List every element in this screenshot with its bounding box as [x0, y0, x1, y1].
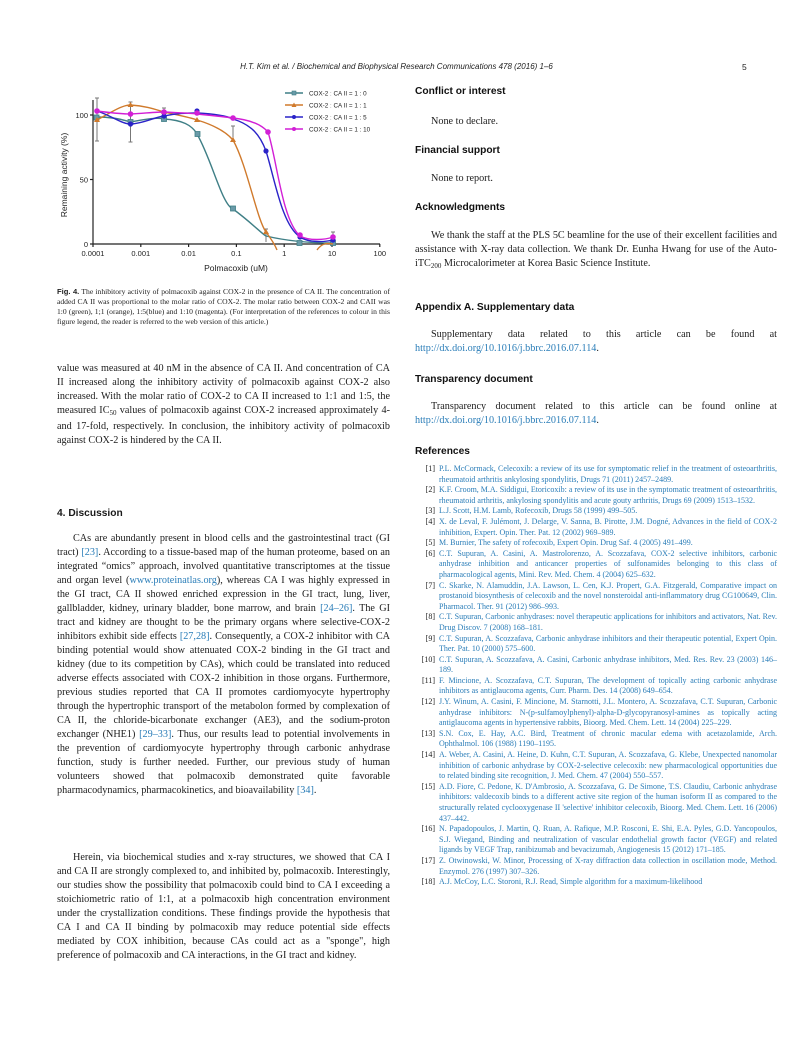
- reference-item[interactable]: [16] N. Papadopoulos, J. Martin, Q. Ruan, A. Rafique, M.P. Rosconi, E. Shi, E.A. Pyles, G.D. Yancopoulos, S.J. Wiegand, Binding and neutralization of vascular endothelial growth factor (VEGF) and related ligands by VEGF Trap, ranibizumab and bevacizumab, Angiogenesis 15 (2012) 171–185.: [421, 824, 777, 855]
- transparency-document-link[interactable]: http://dx.doi.org/10.1016/j.bbrc.2016.07.114: [415, 415, 597, 426]
- reference-item[interactable]: [2] K.F. Croom, M.A. Siddigui, Etoricoxib: a review of its use in the symptomatic treatment of osteoarthritis, rheumatoid arthritis, ankylosing spondylitis and acute gouty arthritis, Drugs 69 (2009) 1513–1532.: [425, 485, 777, 505]
- legend-item-1-0: COX-2 ː CA II = 1 : 0: [309, 90, 367, 98]
- y-axis-label: Remaining activity (%): [59, 132, 69, 218]
- x-axis: [93, 244, 380, 247]
- reference-item[interactable]: [13] S.N. Cox, E. Hay, A.C. Bird, Treatment of chronic macular edema with acetazolamide, Arch. Ophthalmol. 106 (1988) 1190–1195.: [421, 728, 777, 749]
- references-list: [415, 464, 777, 888]
- left-column: [57, 80, 391, 961]
- conflict-text: None to declare.: [431, 116, 499, 127]
- reference-item[interactable]: [15] A.D. Fiore, C. Pedone, K. D'Ambrosio, A. Scozzafava, G. De Simone, T.S. Claudiu, Carbonic anhydrase inhibitors: valdecoxib binds to a different active site region of the human isoform II as compared to the structurally related cyclooxygenase II 'selective' inhibitor celecoxib, Bioorg. Med. Chem. Lett. 16 (2006) 437–442.: [421, 781, 777, 823]
- x-tick-6: 100: [373, 249, 387, 258]
- citation-34[interactable]: [34]: [296, 785, 314, 796]
- appendix-heading: Appendix A. Supplementary data: [415, 302, 575, 313]
- legend-item-1-5: COX-2 ː CA II = 1 : 5: [309, 114, 367, 122]
- dose-response-chart: [57, 80, 390, 280]
- reference-item[interactable]: [7] C. Skarke, N. Alamuddin, J.A. Lawson, L. Cen, K.J. Propert, G.A. Fitzgerald, Comparative impact on prostanoid biosynthesis of celecoxib and the novel nonsteroidal anti-inflammatory drug CG100649, Clin. Pharmacol. Ther. 91 (2012) 986–993.: [425, 580, 777, 611]
- caption-text: The inhibitory activity of polmacoxib against COX-2 in the presence of CA II. The concentration of added CA II was proportional to the molar ratio of COX-2. The molar ratio between COX-2 and CAII was 1:0 (green), 1;1 (orange), 1:5(blue) and 1:10 (magenta). (For interpretation of the references to colour in this figure legend, the reader is referred to the web version of this article.): [57, 287, 390, 327]
- citation-27-28[interactable]: [27,28]: [179, 631, 210, 642]
- results-paragraph-continued: value was measured at 40 nM in the absence of CA II. And concentration of CA II increased along the inhibitory activity of polmacoxib against COX-2 also increased. With the molar ratio of COX-2 to CA II increased to 1:1 and 1:5, the measured $IC_{50}$ values of polmacoxib against COX-2 increased approximately 4- and 17-fold, respectively. In conclusion, the inhibitory activity of polmacoxib against COX-2 is hindered by the CA II.: [57, 363, 390, 446]
- reference-item[interactable]: [3] L.J. Scott, H.M. Lamb, Rofecoxib, Drugs 58 (1999) 499–505.: [425, 506, 638, 516]
- chart-legend: [285, 91, 371, 134]
- financial-text: None to report.: [431, 173, 493, 184]
- reference-item[interactable]: [10] C.T. Supuran, A. Scozzafava, A. Casini, Carbonic anhydrase inhibitors, Med. Res. Rev. 23 (2003) 146–189.: [421, 654, 777, 675]
- proteinatlas-link[interactable]: www.proteinatlas.org: [129, 575, 217, 586]
- figure-4: [57, 80, 390, 327]
- discussion-heading: 4. Discussion: [57, 508, 123, 519]
- legend-item-1-1: COX-2 ː CA II = 1 : 1: [309, 102, 367, 110]
- acknowledgments-text: We thank the staff at the PLS 5C beamline for the use of their excellent facilities and assistance with X-ray data collection. We thank Dr. Eunha Hwang for use of the Auto-iTC$_{200}$ Microcalorimeter at Korea Basic Science Institute.: [415, 230, 777, 270]
- reference-item[interactable]: [8] C.T. Supuran, Carbonic anhydrases: novel therapeutic applications for inhibitors and activators, Nat. Rev. Drug Discov. 7 (2008) 168–181.: [425, 612, 777, 632]
- x-tick-5: 10: [327, 249, 337, 258]
- references-heading: References: [415, 446, 470, 457]
- discussion-paragraph-1: CAs are abundantly present in blood cells and the gastrointestinal tract (GI tract) [23]. According to a tissue-based map of the human proteome, based on an integrated “omics” approach, involved quantitative transcriptomes at the tissue and organ level (www.proteinatlas.org), whereas CA I was highly expressed in the GI tract, CA II showed enriched expression in the GI tract, lung, liver, gallbladder, kidney, urinary bladder, bone marrow, and brain [24–26]. The GI tract and kidney are thought to be the primary organs where selective-COX-2 inhibitors exhibit side effects [27,28]. Consequently, a COX-2 inhibitor with CA binding potential would show attenuated COX-2 binding in the GI tract and kidney (due to its competition by CAs), which could be translated into reduced adverse effects associated with COX-2 inhibition in those organs. Furthermore, previous studies reported that CA II promotes cardiomyocyte hypertrophy through the hypertrophic transport of the metabolon formed by complexation of CA II, the chloride-bicarbonate exchanger (AE3), and the sodium-proton exchanger (NHE1) [29–33]. Thus, our results lead to potential involvements in the prevention of cardiomyocyte hypertrophy through carbonic anhydrase function, study is further needed. Further, our previous study of human volunteers showed that polmacoxib demonstrated quite favorable pharmacodynamics, pharmacokinetics, and bioavailability [34].: [57, 533, 391, 796]
- supplementary-data-link[interactable]: http://dx.doi.org/10.1016/j.bbrc.2016.07.114: [415, 343, 597, 354]
- x-tick-4: 1: [282, 249, 287, 258]
- series-1-0-curve: [97, 117, 333, 243]
- citation-29-33[interactable]: [29–33]: [139, 729, 172, 740]
- reference-item[interactable]: [4] X. de Leval, F. Julémont, J. Delarge, V. Sanna, B. Pirotte, J.M. Dogné, Advances in the field of COX-2 inhibition, Expert. Opin. Ther. Pat. 12 (2002) 969–989.: [425, 516, 777, 537]
- reference-item[interactable]: [14] A. Weber, A. Casini, A. Heine, D. Kuhn, C.T. Supuran, A. Scozzafava, G. Klebe, Unexpected nanomolar inhibition of carbonic anhydrase by COX-2-selective celecoxib: new pharmacological opportunities due to related binding site recognition, J. Med. Chem. 47 (2004) 550–557.: [421, 750, 777, 781]
- x-tick-0: 0.0001: [81, 249, 105, 258]
- reference-item[interactable]: [17] Z. Otwinowski, W. Minor, Processing of X-ray diffraction data collection in oscillation mode, Method. Enzymol. 276 (1997) 307–326.: [421, 855, 777, 876]
- transparency-heading: Transparency document: [415, 374, 533, 385]
- figure-caption: [57, 287, 390, 327]
- y-tick-50: 50: [79, 175, 88, 185]
- legend-item-1-10: COX-2 ː CA II = 1 : 10: [309, 126, 371, 134]
- caption-label: Fig. 4.: [57, 287, 80, 296]
- x-tick-3: 0.1: [231, 249, 242, 258]
- reference-item[interactable]: [1] P.L. McCormack, Celecoxib: a review of its use for symptomatic relief in the treatment of osteoarthritis, rheumatoid arthritis ankylosing spondylitis, Drugs 71 (2011) 2457–2489.: [425, 464, 777, 484]
- citation-24-26[interactable]: [24–26]: [320, 603, 353, 614]
- reference-item[interactable]: [12] J.Y. Winum, A. Casini, F. Mincione, M. Starnotti, J.L. Montero, A. Scozzafava, C.T. Supuran, Carbonic anhydrase inhibitors: N-(p-sulfamoylphenyl)-alpha-D-glycopyranosyl-amines as topically acting antiglaucoma agents in hypertensive rabbits, Bioorg. Med. Chem. Lett. 14 (2004) 225–229.: [421, 697, 777, 728]
- reference-item[interactable]: [11] F. Mincione, A. Scozzafava, C.T. Supuran, The development of topically acting carbonic anhydrase inhibitors as antiglaucoma agents, Curr. Pharm. Des. 14 (2008) 649–654.: [421, 675, 777, 696]
- transparency-text: Transparency document related to this article can be found online at http://dx.doi.org/10.1016/j.bbrc.2016.07.114.: [415, 401, 777, 426]
- page-number: 5: [742, 62, 747, 72]
- citation-23[interactable]: [23]: [81, 547, 99, 558]
- y-tick-0: 0: [83, 240, 88, 249]
- y-axis: [90, 100, 93, 244]
- x-tick-2: 0.01: [181, 249, 196, 258]
- financial-heading: Financial support: [415, 145, 500, 156]
- reference-item[interactable]: [18] A.J. McCoy, L.C. Storoni, R.J. Read, Simple algorithm for a maximum-likelihood: [421, 877, 703, 887]
- conflict-heading: Conflict or interest: [415, 86, 506, 97]
- running-head: H.T. Kim et al. / Biochemical and Biophysical Research Communications 478 (2016) 1–6: [240, 62, 553, 71]
- reference-item[interactable]: [9] C.T. Supuran, A. Scozzafava, Carbonic anhydrase inhibitors and their therapeutic potential, Expert Opin. Ther. Pat. 10 (2000) 575–600.: [425, 633, 777, 654]
- appendix-text: Supplementary data related to this article can be found at http://dx.doi.org/10.1016/j.bbrc.2016.07.114.: [415, 329, 777, 354]
- x-tick-1: 0.001: [131, 249, 151, 258]
- reference-item[interactable]: [5] M. Burnier, The safety of rofecoxib, Expert Opin. Drug Saf. 4 (2005) 491–499.: [425, 538, 693, 548]
- acknowledgments-heading: Acknowledgments: [415, 202, 506, 213]
- reference-item[interactable]: [6] C.T. Supuran, A. Casini, A. Mastrolorenzo, A. Scozzafava, COX-2 selective inhibitors, carbonic anhydrase inhibition and anticancer properties of sulfonamides belonging to this class of pharmacological agents, Mini. Rev. Med. Chem. 4 (2004) 625–632.: [425, 548, 777, 579]
- y-tick-100: 100: [75, 111, 88, 120]
- discussion-paragraph-2: Herein, via biochemical studies and x-ray structures, we showed that CA I and CA II are strongly complexed to, and inhibited by, polmacoxib. Interestingly, our studies show the possibility that polmacoxib could bind to CA I exceeding a stoichiometric ratio of 1:1, at a polmacoxib high concentration environment under the crystallization conditions. These findings provide the hypothesis that CA I and CA II binding by polmacoxib may reduce potential side effects mediated by COX inhibition, because CAs could act as a "sponge", high preference of polmacoxib and CA interactions, in the GI tract and kidney.: [57, 852, 390, 961]
- x-axis-label: Polmacoxib (uM): [204, 263, 268, 273]
